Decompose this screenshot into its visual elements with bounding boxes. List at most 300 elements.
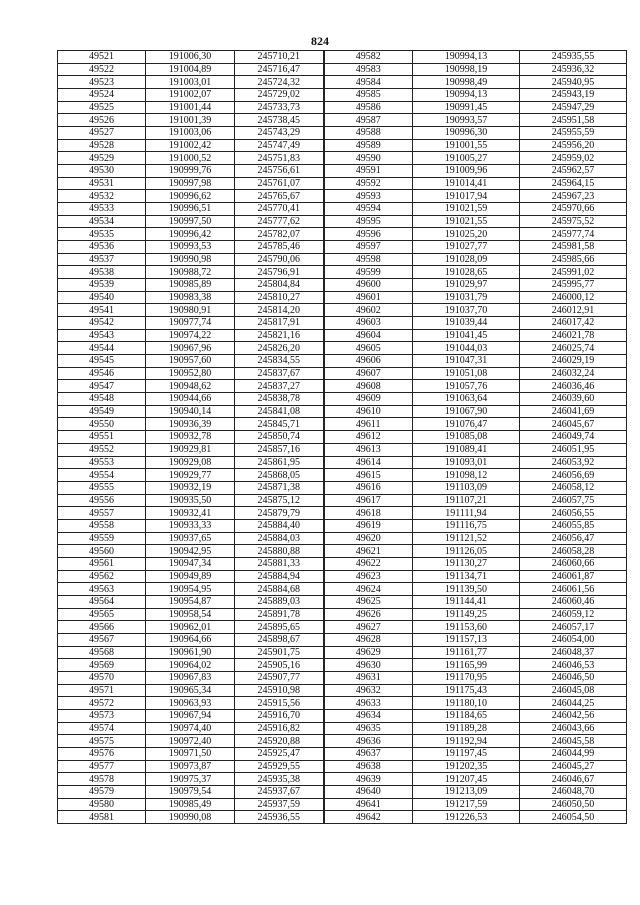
cell-point: 49561 xyxy=(58,557,146,570)
cell-point: 49531 xyxy=(58,177,146,190)
cell-point: 49615 xyxy=(324,469,413,482)
cell-point: 49553 xyxy=(58,456,146,469)
cell-y: 246051,95 xyxy=(520,443,627,456)
cell-x: 190964,02 xyxy=(146,659,235,672)
cell-x: 191093,01 xyxy=(413,456,520,469)
cell-point: 49619 xyxy=(324,519,413,532)
table-row xyxy=(58,342,627,355)
cell-y: 246046,53 xyxy=(520,659,627,672)
cell-x: 191197,45 xyxy=(413,747,520,760)
cell-x: 190991,45 xyxy=(413,101,520,114)
table-row xyxy=(58,697,627,710)
table-row xyxy=(58,570,627,583)
cell-y: 245875,12 xyxy=(235,494,324,507)
cell-x: 190952,80 xyxy=(146,367,235,380)
cell-x: 191076,47 xyxy=(413,418,520,431)
table-row xyxy=(58,165,627,178)
cell-y: 246012,91 xyxy=(520,304,627,317)
cell-point: 49527 xyxy=(58,127,146,140)
cell-x: 190997,50 xyxy=(146,215,235,228)
table-row xyxy=(58,139,627,152)
cell-point: 49558 xyxy=(58,519,146,532)
cell-x: 190962,01 xyxy=(146,621,235,634)
cell-x: 190971,50 xyxy=(146,747,235,760)
table-row xyxy=(58,709,627,722)
table-row xyxy=(58,760,627,773)
cell-point: 49538 xyxy=(58,266,146,279)
table-row xyxy=(58,722,627,735)
cell-x: 191003,06 xyxy=(146,127,235,140)
cell-y: 245724,32 xyxy=(235,76,324,89)
table-row xyxy=(58,190,627,203)
table-row xyxy=(58,785,627,798)
table-row xyxy=(58,152,627,165)
cell-y: 246050,50 xyxy=(520,798,627,811)
cell-x: 190929,81 xyxy=(146,443,235,456)
cell-y: 245947,29 xyxy=(520,101,627,114)
cell-point: 49574 xyxy=(58,722,146,735)
cell-x: 190998,19 xyxy=(413,63,520,76)
cell-point: 49536 xyxy=(58,241,146,254)
cell-point: 49572 xyxy=(58,697,146,710)
cell-x: 191157,13 xyxy=(413,633,520,646)
cell-point: 49622 xyxy=(324,557,413,570)
cell-y: 246043,66 xyxy=(520,722,627,735)
cell-x: 191006,30 xyxy=(146,51,235,64)
cell-y: 245936,55 xyxy=(235,811,324,824)
cell-point: 49592 xyxy=(324,177,413,190)
cell-point: 49589 xyxy=(324,139,413,152)
cell-x: 191126,05 xyxy=(413,545,520,558)
cell-y: 245837,27 xyxy=(235,380,324,393)
cell-point: 49620 xyxy=(324,532,413,545)
cell-x: 191039,44 xyxy=(413,317,520,330)
cell-y: 245981,58 xyxy=(520,241,627,254)
cell-y: 246061,87 xyxy=(520,570,627,583)
cell-y: 246056,55 xyxy=(520,507,627,520)
cell-x: 191085,08 xyxy=(413,431,520,444)
table-row xyxy=(58,253,627,266)
cell-x: 191217,59 xyxy=(413,798,520,811)
cell-point: 49633 xyxy=(324,697,413,710)
cell-x: 190958,54 xyxy=(146,608,235,621)
cell-y: 245920,88 xyxy=(235,735,324,748)
cell-y: 245834,55 xyxy=(235,355,324,368)
cell-x: 191134,71 xyxy=(413,570,520,583)
cell-x: 191165,99 xyxy=(413,659,520,672)
table-row xyxy=(58,507,627,520)
cell-x: 190937,65 xyxy=(146,532,235,545)
cell-point: 49603 xyxy=(324,317,413,330)
cell-x: 190948,62 xyxy=(146,380,235,393)
cell-point: 49597 xyxy=(324,241,413,254)
cell-point: 49618 xyxy=(324,507,413,520)
cell-y: 245796,91 xyxy=(235,266,324,279)
table-row xyxy=(58,89,627,102)
cell-x: 190932,41 xyxy=(146,507,235,520)
cell-y: 245845,71 xyxy=(235,418,324,431)
table-row xyxy=(58,431,627,444)
table-row xyxy=(58,393,627,406)
cell-y: 245826,20 xyxy=(235,342,324,355)
cell-point: 49600 xyxy=(324,279,413,292)
cell-y: 246029,19 xyxy=(520,355,627,368)
cell-y: 245785,46 xyxy=(235,241,324,254)
cell-y: 246056,69 xyxy=(520,469,627,482)
table-row xyxy=(58,63,627,76)
cell-point: 49548 xyxy=(58,393,146,406)
table-row xyxy=(58,595,627,608)
table-row xyxy=(58,418,627,431)
table-row xyxy=(58,481,627,494)
cell-y: 245814,20 xyxy=(235,304,324,317)
cell-y: 245936,32 xyxy=(520,63,627,76)
cell-x: 190965,34 xyxy=(146,684,235,697)
cell-x: 191175,43 xyxy=(413,684,520,697)
cell-point: 49628 xyxy=(324,633,413,646)
cell-point: 49549 xyxy=(58,405,146,418)
table-row xyxy=(58,633,627,646)
cell-x: 190967,94 xyxy=(146,709,235,722)
cell-point: 49582 xyxy=(324,51,413,64)
cell-x: 191001,55 xyxy=(413,139,520,152)
cell-point: 49555 xyxy=(58,481,146,494)
cell-x: 191001,39 xyxy=(146,114,235,127)
cell-y: 245898,67 xyxy=(235,633,324,646)
cell-x: 190994,13 xyxy=(413,51,520,64)
cell-point: 49566 xyxy=(58,621,146,634)
cell-y: 246042,56 xyxy=(520,709,627,722)
cell-y: 245905,16 xyxy=(235,659,324,672)
table-row xyxy=(58,304,627,317)
cell-y: 245871,38 xyxy=(235,481,324,494)
cell-point: 49570 xyxy=(58,671,146,684)
cell-y: 246021,78 xyxy=(520,329,627,342)
cell-point: 49593 xyxy=(324,190,413,203)
table-row xyxy=(58,798,627,811)
table-row xyxy=(58,101,627,114)
cell-y: 245756,61 xyxy=(235,165,324,178)
cell-point: 49550 xyxy=(58,418,146,431)
cell-point: 49573 xyxy=(58,709,146,722)
cell-x: 190990,98 xyxy=(146,253,235,266)
cell-x: 191025,20 xyxy=(413,228,520,241)
cell-y: 246048,37 xyxy=(520,646,627,659)
cell-x: 191149,25 xyxy=(413,608,520,621)
table-row xyxy=(58,557,627,570)
cell-x: 191029,97 xyxy=(413,279,520,292)
table-row xyxy=(58,646,627,659)
cell-point: 49594 xyxy=(324,203,413,216)
cell-y: 245951,58 xyxy=(520,114,627,127)
cell-x: 191226,53 xyxy=(413,811,520,824)
cell-point: 49631 xyxy=(324,671,413,684)
cell-x: 190979,54 xyxy=(146,785,235,798)
cell-point: 49617 xyxy=(324,494,413,507)
cell-point: 49588 xyxy=(324,127,413,140)
cell-x: 190999,76 xyxy=(146,165,235,178)
cell-y: 246057,75 xyxy=(520,494,627,507)
cell-y: 246036,46 xyxy=(520,380,627,393)
cell-x: 190994,13 xyxy=(413,89,520,102)
cell-x: 191184,65 xyxy=(413,709,520,722)
cell-x: 191089,41 xyxy=(413,443,520,456)
cell-x: 191005,27 xyxy=(413,152,520,165)
cell-y: 245761,07 xyxy=(235,177,324,190)
cell-point: 49583 xyxy=(324,63,413,76)
cell-y: 245970,66 xyxy=(520,203,627,216)
cell-x: 191028,09 xyxy=(413,253,520,266)
cell-y: 246053,92 xyxy=(520,456,627,469)
cell-x: 190990,08 xyxy=(146,811,235,824)
cell-y: 245985,66 xyxy=(520,253,627,266)
cell-point: 49540 xyxy=(58,291,146,304)
cell-point: 49530 xyxy=(58,165,146,178)
table-row xyxy=(58,329,627,342)
cell-x: 191017,94 xyxy=(413,190,520,203)
cell-point: 49610 xyxy=(324,405,413,418)
cell-y: 245850,74 xyxy=(235,431,324,444)
table-row xyxy=(58,583,627,596)
cell-x: 191057,76 xyxy=(413,380,520,393)
cell-point: 49640 xyxy=(324,785,413,798)
cell-x: 191213,09 xyxy=(413,785,520,798)
cell-x: 191002,42 xyxy=(146,139,235,152)
cell-point: 49612 xyxy=(324,431,413,444)
cell-point: 49556 xyxy=(58,494,146,507)
cell-point: 49535 xyxy=(58,228,146,241)
cell-point: 49596 xyxy=(324,228,413,241)
cell-y: 245935,38 xyxy=(235,773,324,786)
cell-point: 49602 xyxy=(324,304,413,317)
table-row xyxy=(58,380,627,393)
cell-x: 191130,27 xyxy=(413,557,520,570)
cell-y: 246025,74 xyxy=(520,342,627,355)
cell-y: 245747,49 xyxy=(235,139,324,152)
cell-x: 190975,37 xyxy=(146,773,235,786)
page-number: 824 xyxy=(311,34,329,48)
cell-x: 190967,96 xyxy=(146,342,235,355)
cell-y: 245810,27 xyxy=(235,291,324,304)
cell-point: 49568 xyxy=(58,646,146,659)
table-row xyxy=(58,532,627,545)
cell-y: 245751,83 xyxy=(235,152,324,165)
cell-x: 190932,19 xyxy=(146,481,235,494)
cell-x: 190929,08 xyxy=(146,456,235,469)
cell-point: 49542 xyxy=(58,317,146,330)
table-row xyxy=(58,367,627,380)
cell-y: 245889,03 xyxy=(235,595,324,608)
cell-x: 190954,95 xyxy=(146,583,235,596)
table-row xyxy=(58,203,627,216)
cell-y: 245995,77 xyxy=(520,279,627,292)
cell-y: 246054,00 xyxy=(520,633,627,646)
table-row xyxy=(58,494,627,507)
table-row xyxy=(58,671,627,684)
cell-y: 245907,77 xyxy=(235,671,324,684)
cell-x: 190933,33 xyxy=(146,519,235,532)
cell-y: 245837,67 xyxy=(235,367,324,380)
cell-y: 245884,94 xyxy=(235,570,324,583)
cell-point: 49546 xyxy=(58,367,146,380)
cell-y: 245884,03 xyxy=(235,532,324,545)
cell-point: 49584 xyxy=(324,76,413,89)
cell-x: 191014,41 xyxy=(413,177,520,190)
cell-point: 49544 xyxy=(58,342,146,355)
cell-x: 191103,09 xyxy=(413,481,520,494)
cell-point: 49616 xyxy=(324,481,413,494)
cell-point: 49581 xyxy=(58,811,146,824)
cell-y: 246058,12 xyxy=(520,481,627,494)
cell-point: 49528 xyxy=(58,139,146,152)
cell-x: 190967,83 xyxy=(146,671,235,684)
cell-x: 191003,01 xyxy=(146,76,235,89)
cell-x: 191047,31 xyxy=(413,355,520,368)
cell-y: 245991,02 xyxy=(520,266,627,279)
cell-point: 49590 xyxy=(324,152,413,165)
cell-y: 246000,12 xyxy=(520,291,627,304)
cell-x: 190929,77 xyxy=(146,469,235,482)
cell-y: 245943,19 xyxy=(520,89,627,102)
table-row xyxy=(58,443,627,456)
cell-point: 49521 xyxy=(58,51,146,64)
cell-x: 191153,60 xyxy=(413,621,520,634)
cell-y: 245881,33 xyxy=(235,557,324,570)
cell-x: 190944,66 xyxy=(146,393,235,406)
cell-y: 246045,58 xyxy=(520,735,627,748)
cell-point: 49585 xyxy=(324,89,413,102)
cell-x: 191111,94 xyxy=(413,507,520,520)
coordinates-table-body xyxy=(58,51,627,824)
cell-point: 49641 xyxy=(324,798,413,811)
cell-x: 191207,45 xyxy=(413,773,520,786)
cell-x: 191051,08 xyxy=(413,367,520,380)
table-row xyxy=(58,405,627,418)
cell-x: 191189,28 xyxy=(413,722,520,735)
cell-x: 191021,55 xyxy=(413,215,520,228)
cell-y: 246032,24 xyxy=(520,367,627,380)
cell-point: 49545 xyxy=(58,355,146,368)
cell-point: 49624 xyxy=(324,583,413,596)
cell-point: 49551 xyxy=(58,431,146,444)
cell-y: 245967,23 xyxy=(520,190,627,203)
cell-y: 245925,47 xyxy=(235,747,324,760)
cell-point: 49524 xyxy=(58,89,146,102)
table-row xyxy=(58,773,627,786)
cell-x: 191041,45 xyxy=(413,329,520,342)
table-row xyxy=(58,317,627,330)
cell-y: 245817,91 xyxy=(235,317,324,330)
cell-x: 191202,35 xyxy=(413,760,520,773)
cell-point: 49639 xyxy=(324,773,413,786)
table-row xyxy=(58,621,627,634)
cell-point: 49541 xyxy=(58,304,146,317)
cell-y: 246039,60 xyxy=(520,393,627,406)
cell-y: 245956,20 xyxy=(520,139,627,152)
cell-x: 190974,22 xyxy=(146,329,235,342)
cell-point: 49623 xyxy=(324,570,413,583)
cell-x: 190964,66 xyxy=(146,633,235,646)
cell-x: 191121,52 xyxy=(413,532,520,545)
cell-y: 245804,84 xyxy=(235,279,324,292)
cell-point: 49525 xyxy=(58,101,146,114)
cell-x: 190936,39 xyxy=(146,418,235,431)
cell-point: 49604 xyxy=(324,329,413,342)
cell-y: 246049,74 xyxy=(520,431,627,444)
cell-x: 190980,91 xyxy=(146,304,235,317)
cell-y: 246056,47 xyxy=(520,532,627,545)
cell-x: 191044,03 xyxy=(413,342,520,355)
cell-x: 191139,50 xyxy=(413,583,520,596)
cell-x: 191000,52 xyxy=(146,152,235,165)
cell-y: 246045,08 xyxy=(520,684,627,697)
cell-x: 190998,49 xyxy=(413,76,520,89)
cell-y: 245937,59 xyxy=(235,798,324,811)
cell-point: 49611 xyxy=(324,418,413,431)
cell-y: 245861,95 xyxy=(235,456,324,469)
cell-x: 190996,51 xyxy=(146,203,235,216)
cell-y: 245955,59 xyxy=(520,127,627,140)
cell-x: 191028,65 xyxy=(413,266,520,279)
table-row xyxy=(58,735,627,748)
cell-point: 49522 xyxy=(58,63,146,76)
cell-point: 49609 xyxy=(324,393,413,406)
cell-x: 191116,75 xyxy=(413,519,520,532)
cell-x: 191192,94 xyxy=(413,735,520,748)
cell-y: 245790,06 xyxy=(235,253,324,266)
table-row xyxy=(58,608,627,621)
cell-y: 246059,12 xyxy=(520,608,627,621)
cell-point: 49613 xyxy=(324,443,413,456)
cell-x: 190961,90 xyxy=(146,646,235,659)
cell-point: 49598 xyxy=(324,253,413,266)
cell-point: 49614 xyxy=(324,456,413,469)
cell-x: 190972,40 xyxy=(146,735,235,748)
table-row xyxy=(58,76,627,89)
cell-point: 49580 xyxy=(58,798,146,811)
cell-y: 245975,52 xyxy=(520,215,627,228)
cell-x: 190977,74 xyxy=(146,317,235,330)
cell-point: 49601 xyxy=(324,291,413,304)
cell-y: 245977,74 xyxy=(520,228,627,241)
cell-y: 245916,70 xyxy=(235,709,324,722)
cell-point: 49575 xyxy=(58,735,146,748)
cell-x: 191002,07 xyxy=(146,89,235,102)
cell-point: 49559 xyxy=(58,532,146,545)
cell-x: 190957,60 xyxy=(146,355,235,368)
cell-x: 190949,89 xyxy=(146,570,235,583)
cell-x: 190935,50 xyxy=(146,494,235,507)
cell-point: 49543 xyxy=(58,329,146,342)
cell-point: 49526 xyxy=(58,114,146,127)
cell-x: 191031,79 xyxy=(413,291,520,304)
cell-y: 245962,57 xyxy=(520,165,627,178)
cell-y: 245929,55 xyxy=(235,760,324,773)
cell-y: 245770,41 xyxy=(235,203,324,216)
cell-point: 49533 xyxy=(58,203,146,216)
cell-y: 246060,66 xyxy=(520,557,627,570)
cell-y: 245710,21 xyxy=(235,51,324,64)
cell-point: 49626 xyxy=(324,608,413,621)
cell-x: 191144,41 xyxy=(413,595,520,608)
table-row xyxy=(58,355,627,368)
cell-x: 190993,57 xyxy=(413,114,520,127)
table-row xyxy=(58,811,627,824)
cell-point: 49569 xyxy=(58,659,146,672)
cell-x: 190985,89 xyxy=(146,279,235,292)
cell-x: 191004,89 xyxy=(146,63,235,76)
cell-point: 49539 xyxy=(58,279,146,292)
